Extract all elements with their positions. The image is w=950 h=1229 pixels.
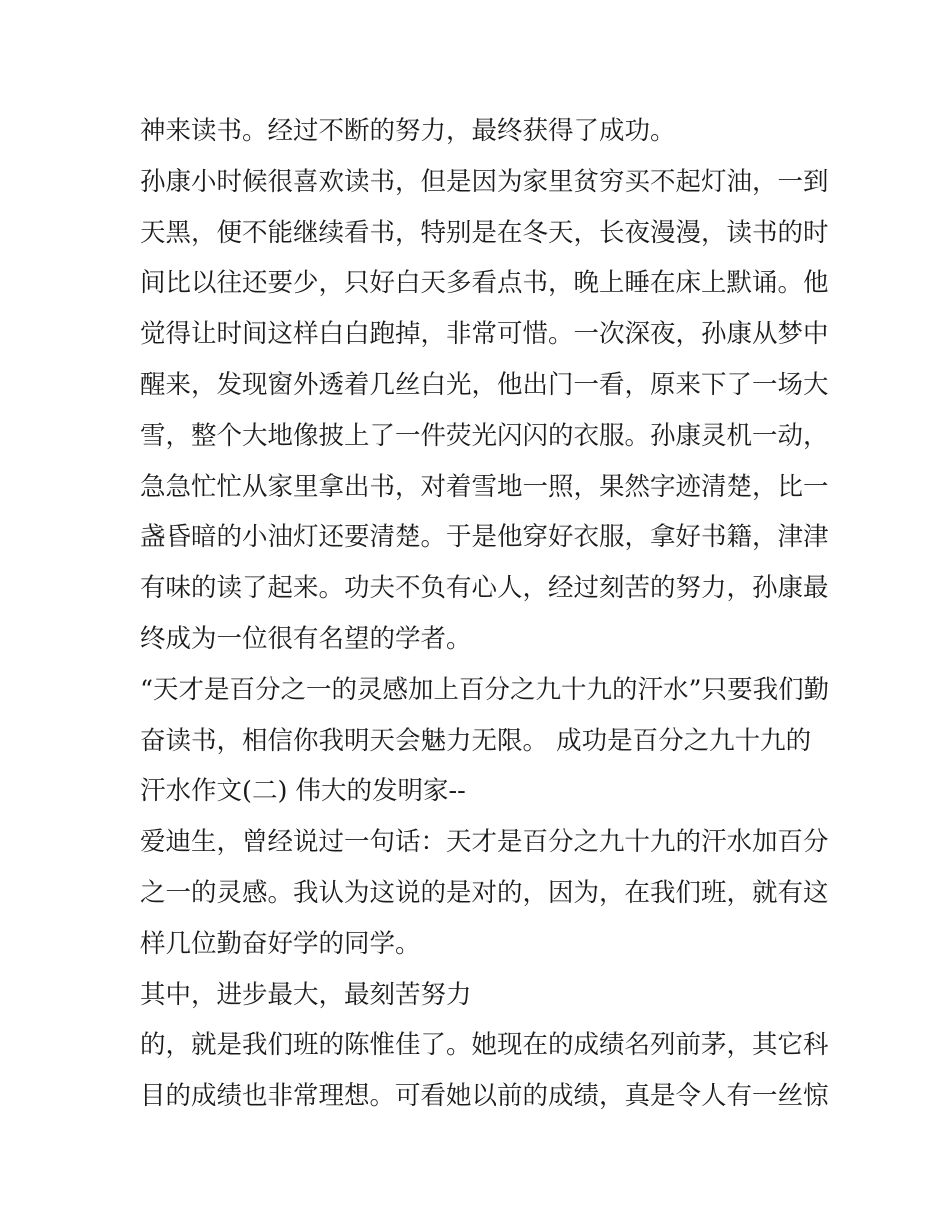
text-line: 的，就是我们班的陈惟佳了。她现在的成绩名列前茅，其它科	[140, 1030, 829, 1061]
text-line: 其中，进步最大，最刻苦努力	[140, 979, 472, 1010]
text-line: 天黑，便不能继续看书，特别是在冬天，长夜漫漫，读书的时	[140, 217, 829, 248]
text-line: 爱迪生，曾经说过一句话：天才是百分之九十九的汗水加百分	[140, 827, 829, 858]
text-line: 醒来，发现窗外透着几丝白光，他出门一看，原来下了一场大	[140, 369, 829, 400]
text-line: 目的成绩也非常理想。可看她以前的成绩，真是令人有一丝惊	[140, 1081, 829, 1112]
text-line: “天才是百分之一的灵感加上百分之九十九的汗水”只要我们勤	[140, 674, 830, 705]
text-line: 盏昏暗的小油灯还要清楚。于是他穿好衣服，拿好书籍，津津	[140, 522, 829, 553]
text-line: 间比以往还要少，只好白天多看点书，晚上睡在床上默诵。他	[140, 268, 829, 299]
text-line: 样几位勤奋好学的同学。	[140, 928, 421, 959]
text-line: 奋读书，相信你我明天会魅力无限。 成功是百分之九十九的	[140, 725, 812, 756]
text-line: 神来读书。经过不断的努力，最终获得了成功。	[140, 116, 676, 146]
text-line: 孙康小时候很喜欢读书，但是因为家里贫穷买不起灯油，一到	[140, 166, 829, 197]
text-line: 之一的灵感。我认为这说的是对的，因为，在我们班，就有这	[140, 877, 829, 908]
text-line: 汗水作文(二) 伟大的发明家--	[140, 776, 466, 807]
text-line: 急急忙忙从家里拿出书，对着雪地一照，果然字迹清楚，比一	[140, 471, 829, 502]
text-line: 觉得让时间这样白白跑掉，非常可惜。一次深夜，孙康从梦中	[140, 319, 829, 350]
body-text	[140, 106, 830, 1122]
text-line: 终成为一位很有名望的学者。	[140, 623, 472, 654]
text-line: 有味的读了起来。功夫不负有心人，经过刻苦的努力，孙康最	[140, 573, 829, 604]
text-line: 雪，整个大地像披上了一件荧光闪闪的衣服。孙康灵机一动，	[140, 420, 829, 451]
